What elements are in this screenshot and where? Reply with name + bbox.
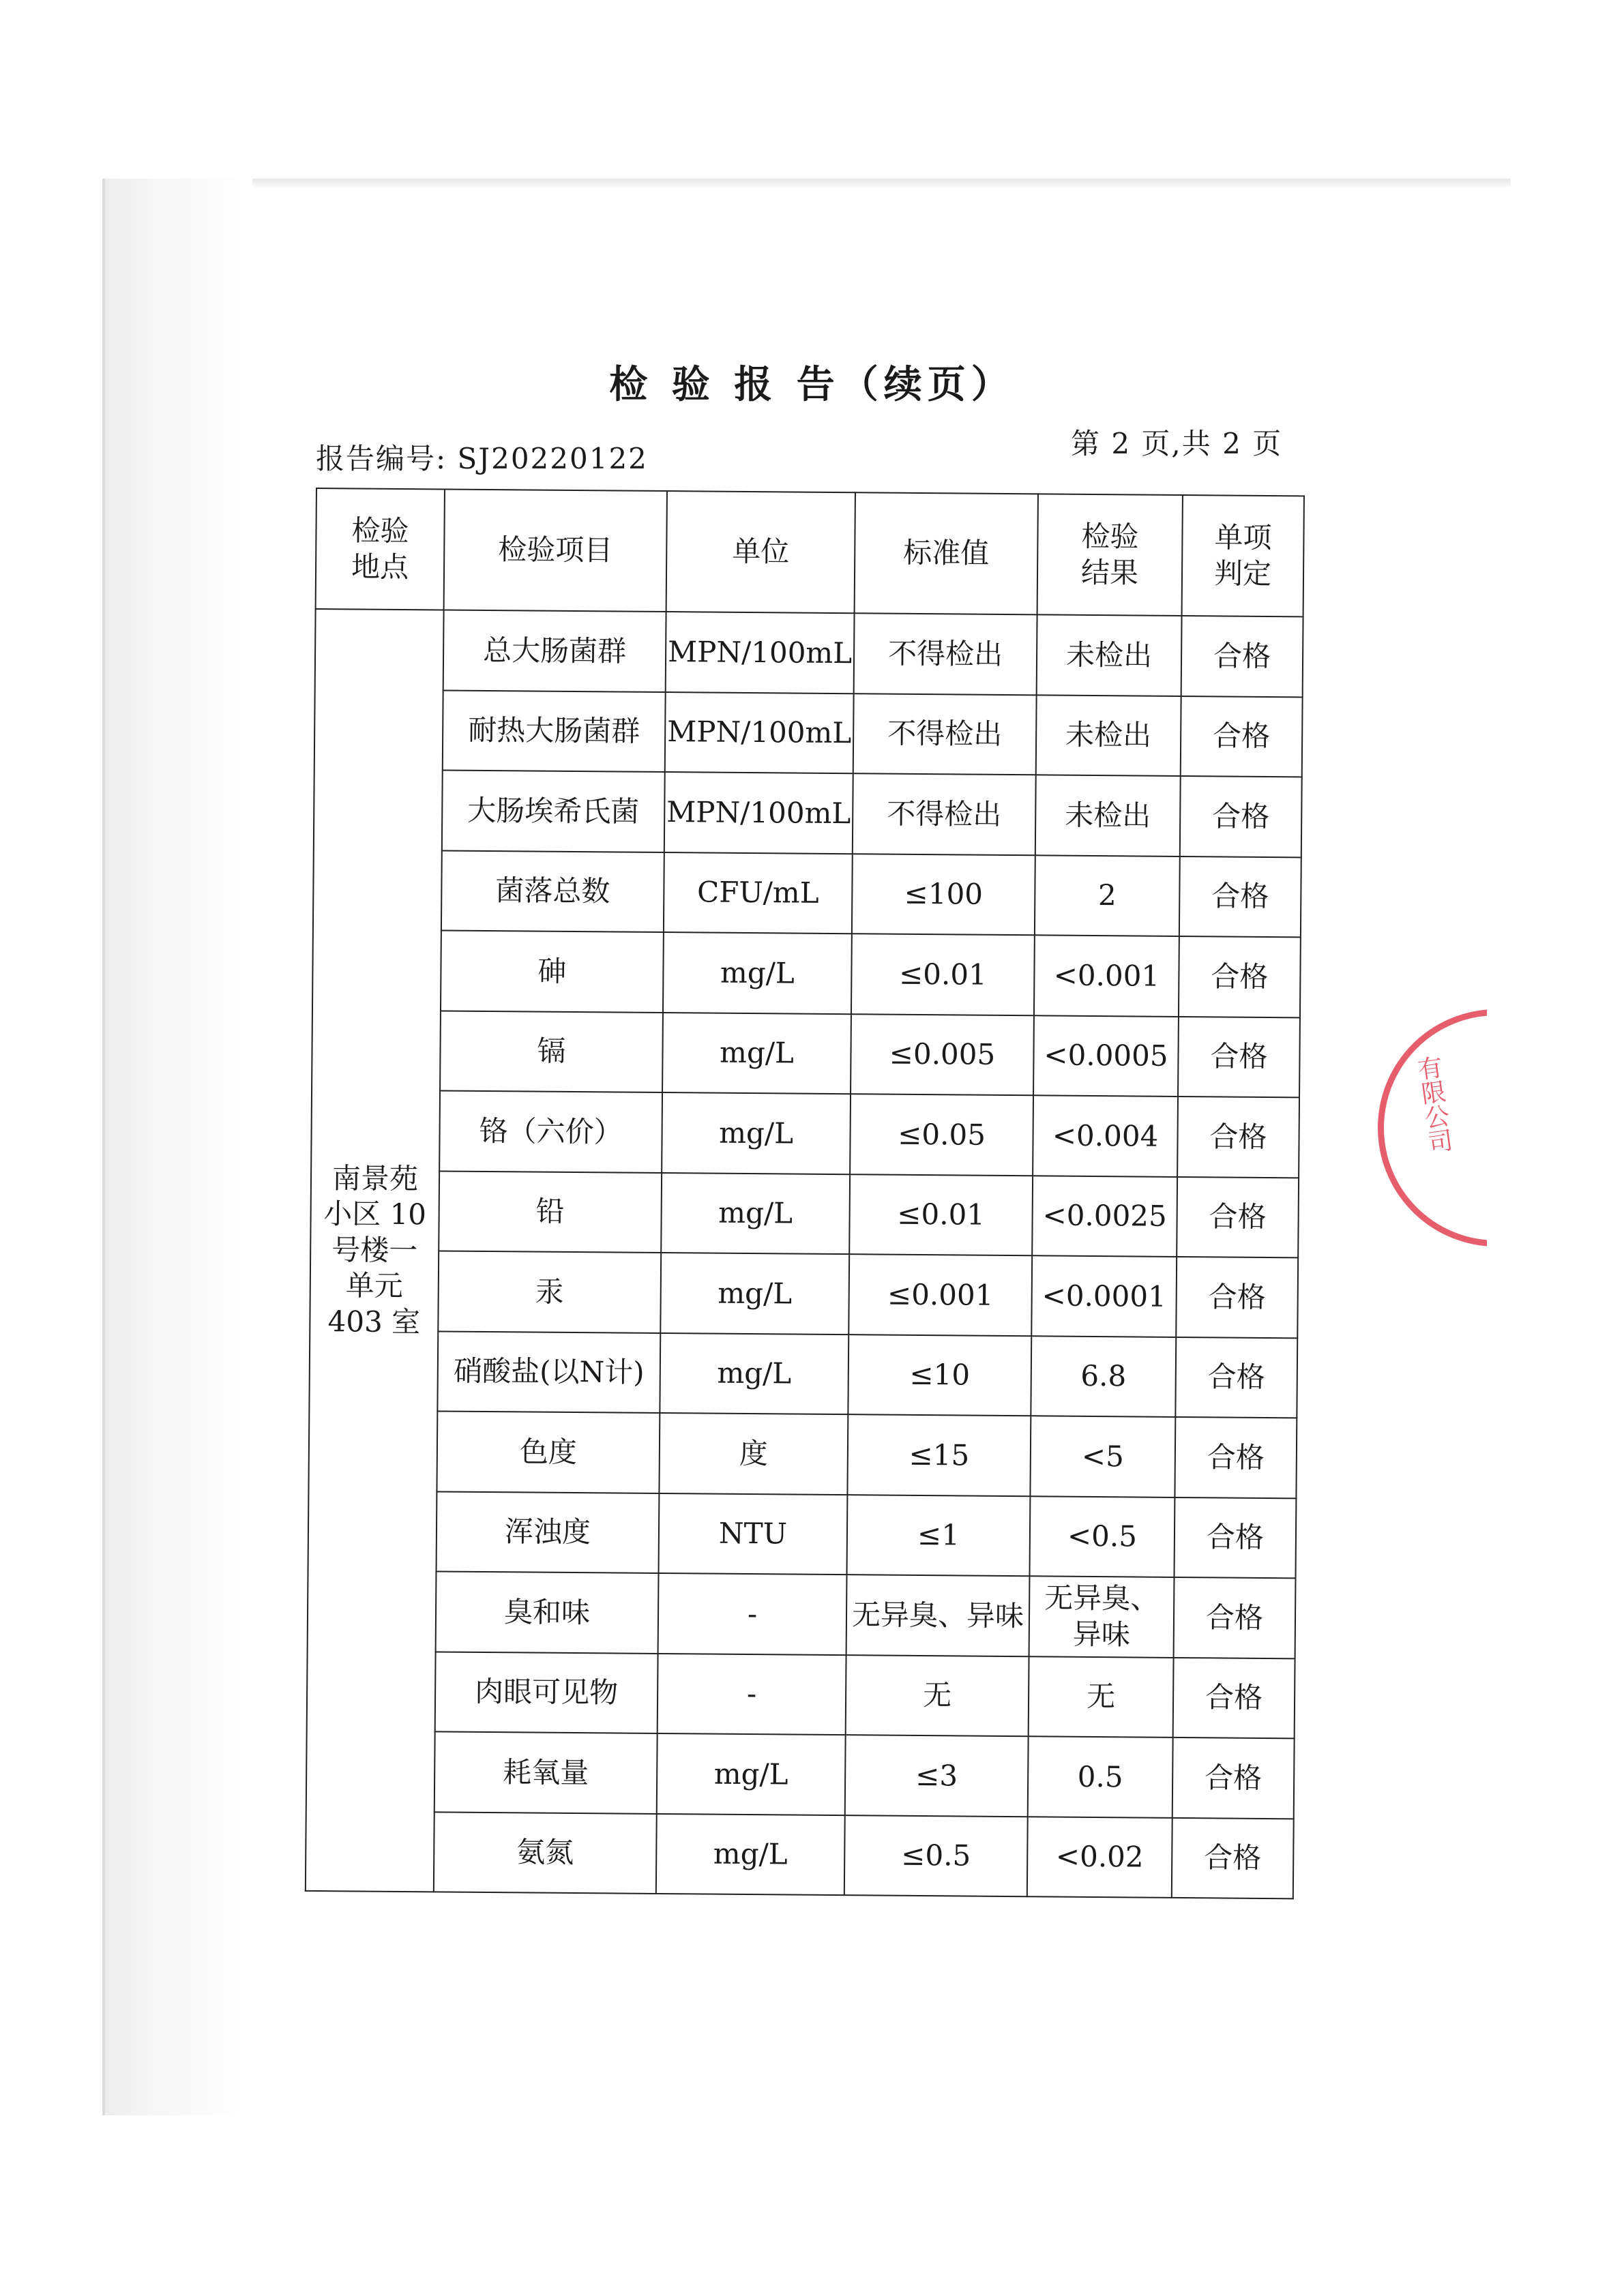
unit-cell: mg/L (656, 1813, 845, 1895)
report-number: 报告编号: SJ20220122 (316, 442, 648, 475)
result-cell: <0.0001 (1031, 1255, 1177, 1337)
header-unit: 单位 (666, 491, 855, 613)
table-row (310, 1169, 1299, 1257)
unit-cell: CFU/mL (664, 852, 853, 934)
header-judgement: 单项 判定 (1182, 495, 1304, 616)
judgement-cell: 合格 (1177, 1176, 1299, 1257)
result-cell: 0.5 (1028, 1736, 1173, 1817)
unit-cell: mg/L (663, 932, 852, 1014)
item-cell: 铅 (439, 1171, 662, 1253)
table-row (308, 1570, 1296, 1658)
item-cell: 汞 (438, 1251, 661, 1332)
unit-cell: MPN/100mL (666, 612, 855, 694)
results-table (305, 488, 1305, 1899)
judgement-cell: 合格 (1177, 1097, 1299, 1178)
standard-cell: ≤0.01 (851, 934, 1035, 1015)
item-cell: 镉 (440, 1011, 663, 1092)
table-row (314, 769, 1302, 857)
result-cell: 无 (1029, 1656, 1174, 1738)
table-row (310, 1250, 1298, 1338)
table-row (312, 1009, 1300, 1097)
paper-left-edge (102, 179, 105, 2115)
table-row (306, 1810, 1294, 1898)
table-row (312, 929, 1301, 1017)
item-cell: 硝酸盐(以N计) (437, 1331, 660, 1413)
item-cell: 肉眼可见物 (435, 1652, 658, 1733)
item-cell: 臭和味 (436, 1571, 659, 1653)
table-row (315, 609, 1303, 697)
table-row (309, 1330, 1297, 1418)
standard-cell: 不得检出 (853, 773, 1036, 855)
item-cell: 浑浊度 (437, 1491, 660, 1573)
judgement-cell: 合格 (1175, 1337, 1297, 1418)
table-row (311, 1090, 1299, 1178)
item-cell: 砷 (441, 930, 664, 1012)
table-body (306, 609, 1303, 1898)
standard-cell: ≤0.05 (850, 1094, 1033, 1176)
unit-cell: MPN/100mL (664, 772, 853, 854)
judgement-cell: 合格 (1178, 1016, 1300, 1097)
result-cell: 未检出 (1036, 695, 1181, 776)
standard-cell: ≤3 (845, 1735, 1029, 1817)
company-seal (1378, 1009, 1487, 1255)
unit-cell: mg/L (660, 1253, 849, 1335)
standard-cell: ≤0.001 (848, 1254, 1032, 1336)
table-row (307, 1650, 1295, 1738)
judgement-cell: 合格 (1174, 1497, 1296, 1578)
standard-cell: ≤0.01 (849, 1174, 1033, 1256)
judgement-cell: 合格 (1179, 856, 1301, 937)
unit-cell: mg/L (657, 1733, 846, 1815)
standard-cell: ≤1 (847, 1495, 1031, 1577)
result-cell: <5 (1030, 1416, 1175, 1497)
unit-cell: mg/L (662, 1092, 851, 1174)
item-cell: 耗氧量 (434, 1731, 658, 1813)
table-row (313, 849, 1301, 937)
result-cell: 2 (1035, 855, 1180, 936)
judgement-cell: 合格 (1181, 616, 1303, 697)
table-row (314, 689, 1303, 777)
judgement-cell: 合格 (1180, 776, 1302, 857)
item-cell: 色度 (437, 1411, 660, 1493)
standard-cell: 无异臭、异味 (846, 1575, 1030, 1656)
result-cell: 无异臭、 异味 (1029, 1576, 1175, 1657)
table-row (308, 1410, 1297, 1498)
result-cell: <0.004 (1033, 1095, 1178, 1176)
page-info: 第 2 页,共 2 页 (1071, 427, 1283, 460)
unit-cell: mg/L (662, 1013, 851, 1094)
result-cell: <0.0025 (1032, 1176, 1177, 1257)
unit-cell: - (658, 1653, 846, 1735)
item-cell: 总大肠菌群 (443, 610, 666, 691)
result-cell: <0.02 (1027, 1817, 1172, 1898)
judgement-cell: 合格 (1172, 1738, 1295, 1819)
item-cell: 耐热大肠菌群 (443, 690, 666, 772)
standard-cell: ≤0.5 (844, 1815, 1028, 1897)
standard-cell: ≤15 (847, 1414, 1031, 1496)
judgement-cell: 合格 (1173, 1657, 1295, 1738)
item-cell: 氨氮 (434, 1812, 657, 1894)
unit-cell: mg/L (661, 1173, 850, 1255)
header-standard: 标准值 (855, 492, 1038, 614)
judgement-cell: 合格 (1176, 1257, 1298, 1338)
result-cell: 6.8 (1031, 1336, 1176, 1417)
table-header-row (316, 488, 1304, 616)
result-cell: 未检出 (1035, 775, 1181, 856)
judgement-cell: 合格 (1174, 1577, 1296, 1658)
unit-cell: NTU (659, 1493, 848, 1575)
standard-cell: ≤0.005 (851, 1014, 1034, 1096)
unit-cell: 度 (659, 1413, 848, 1495)
document-title: 检 验 报 告（续页） (609, 362, 1015, 407)
item-cell: 菌落总数 (441, 850, 664, 932)
seal-text: 有限公司 (1413, 1054, 1454, 1155)
paper-left-shadow (102, 179, 252, 2115)
header-result: 检验 结果 (1037, 494, 1183, 616)
unit-cell: - (658, 1573, 847, 1655)
unit-cell: mg/L (660, 1333, 848, 1415)
standard-cell: ≤100 (852, 854, 1035, 936)
result-cell: 未检出 (1037, 614, 1182, 696)
unit-cell: MPN/100mL (665, 692, 854, 774)
location-cell: 南景苑 小区 10 号楼一 单元 403 室 (306, 609, 444, 1892)
item-cell: 大肠埃希氏菌 (442, 770, 665, 852)
item-cell: 铬（六价） (439, 1090, 662, 1172)
result-cell: <0.0005 (1033, 1015, 1179, 1097)
standard-cell: 不得检出 (853, 694, 1037, 775)
judgement-cell: 合格 (1175, 1417, 1297, 1498)
judgement-cell: 合格 (1181, 696, 1303, 777)
table-row (308, 1490, 1297, 1578)
judgement-cell: 合格 (1172, 1817, 1294, 1898)
standard-cell: 不得检出 (854, 613, 1037, 695)
standard-cell: ≤10 (848, 1335, 1031, 1416)
result-cell: <0.001 (1034, 935, 1179, 1016)
standard-cell: 无 (846, 1655, 1029, 1737)
paper-top-shadow (106, 179, 1511, 188)
header-item: 检验项目 (444, 489, 667, 612)
table-row (306, 1731, 1295, 1819)
result-cell: <0.5 (1029, 1496, 1175, 1577)
judgement-cell: 合格 (1179, 936, 1301, 1017)
header-location: 检验 地点 (316, 488, 445, 610)
